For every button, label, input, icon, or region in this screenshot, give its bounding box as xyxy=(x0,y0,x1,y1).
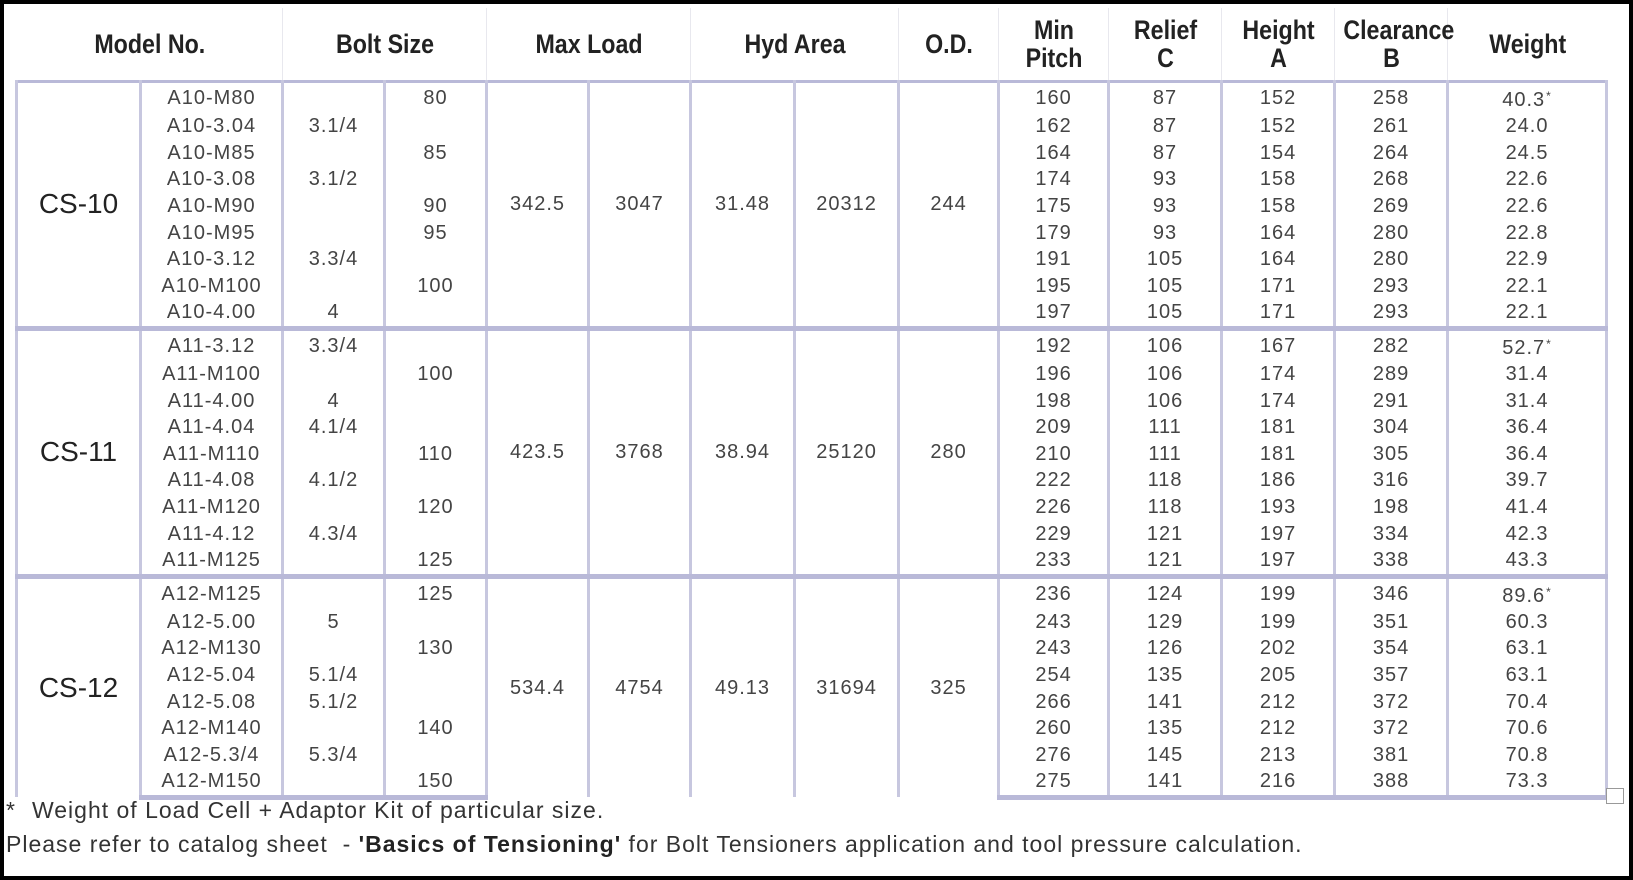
min-pitch: 210 xyxy=(999,441,1109,468)
clearance-b: 198 xyxy=(1335,494,1448,521)
weight xyxy=(1448,715,1607,742)
header-weight xyxy=(1459,8,1596,82)
weight-value: 73.3 xyxy=(1505,770,1549,793)
reference-catalog-title: 'Basics of Tensioning' xyxy=(358,831,622,857)
weight xyxy=(1448,414,1607,441)
hyd-area-b: 20312 xyxy=(795,82,899,329)
clearance-b: 282 xyxy=(1335,328,1448,361)
weight xyxy=(1448,140,1607,167)
reference-text-after: for Bolt Tensioners application and tool pressure calculation. xyxy=(621,831,1303,857)
header-hydarea-line: Hyd Area xyxy=(743,29,846,59)
relief-c: 93 xyxy=(1109,193,1222,220)
bolt-size-inch xyxy=(283,82,385,114)
height-a: 181 xyxy=(1222,441,1335,468)
weight xyxy=(1448,299,1607,328)
bolt-size-inch: 5 xyxy=(283,609,385,636)
weight-value: 70.6 xyxy=(1505,717,1549,740)
weight-value: 89.6 xyxy=(1502,584,1546,607)
weight xyxy=(1448,219,1607,246)
weight-value: 40.3 xyxy=(1502,89,1546,111)
clearance-b: 372 xyxy=(1335,715,1448,742)
model-number: A10-M100 xyxy=(141,273,283,300)
height-a: 181 xyxy=(1222,414,1335,441)
header-bolt xyxy=(297,8,472,82)
relief-c: 135 xyxy=(1109,662,1222,689)
clearance-b: 293 xyxy=(1335,273,1448,300)
bolt-size-inch: 3.1/4 xyxy=(283,113,385,140)
weight xyxy=(1448,441,1607,468)
model-number: A11-4.08 xyxy=(141,467,283,494)
height-a: 158 xyxy=(1222,193,1335,220)
weight xyxy=(1448,273,1607,300)
header-height xyxy=(1229,8,1326,82)
weight xyxy=(1448,467,1607,494)
document-frame xyxy=(4,4,1629,876)
bolt-size-mm xyxy=(385,414,487,441)
clearance-b: 316 xyxy=(1335,467,1448,494)
height-a: 216 xyxy=(1222,768,1335,797)
height-a: 174 xyxy=(1222,387,1335,414)
bolt-size-inch: 3.3/4 xyxy=(283,246,385,273)
model-number: A11-4.12 xyxy=(141,520,283,547)
series-label: CS-10 xyxy=(17,82,141,329)
model-number: A12-5.08 xyxy=(141,688,283,715)
clearance-b: 280 xyxy=(1335,246,1448,273)
bolt-size-mm: 100 xyxy=(385,273,487,300)
weight-star-marker: * xyxy=(1546,584,1552,599)
weight xyxy=(1448,576,1607,609)
bolt-size-mm: 130 xyxy=(385,635,487,662)
clearance-b: 280 xyxy=(1335,219,1448,246)
min-pitch: 196 xyxy=(999,361,1109,388)
weight xyxy=(1448,547,1607,576)
bolt-size-inch xyxy=(283,273,385,300)
bolt-size-inch xyxy=(283,576,385,609)
relief-c: 93 xyxy=(1109,166,1222,193)
weight-value: 22.6 xyxy=(1505,195,1549,218)
model-number: A11-M100 xyxy=(141,361,283,388)
model-number: A10-M95 xyxy=(141,219,283,246)
bolt-size-inch xyxy=(283,635,385,662)
clearance-b: 261 xyxy=(1335,113,1448,140)
bolt-size-mm xyxy=(385,520,487,547)
clearance-b: 258 xyxy=(1335,82,1448,114)
relief-c: 121 xyxy=(1109,520,1222,547)
clearance-b: 372 xyxy=(1335,688,1448,715)
header-clearance-line: Clearance xyxy=(1342,15,1454,45)
relief-c: 121 xyxy=(1109,547,1222,576)
header-row xyxy=(17,8,1607,82)
relief-c: 129 xyxy=(1109,609,1222,636)
outer-diameter: 325 xyxy=(899,576,999,797)
weight xyxy=(1448,193,1607,220)
height-a: 205 xyxy=(1222,662,1335,689)
bolt-size-mm xyxy=(385,113,487,140)
model-number: A12-5.04 xyxy=(141,662,283,689)
relief-c: 124 xyxy=(1109,576,1222,609)
weight-value: 63.1 xyxy=(1505,637,1549,660)
clearance-b: 291 xyxy=(1335,387,1448,414)
hyd-area-b: 31694 xyxy=(795,576,899,797)
weight-value: 24.0 xyxy=(1505,115,1549,138)
bolt-tensioner-spec-table xyxy=(15,8,1608,800)
model-number: A11-M125 xyxy=(141,547,283,576)
height-a: 197 xyxy=(1222,520,1335,547)
weight-value: 41.4 xyxy=(1505,496,1549,519)
relief-c: 87 xyxy=(1109,140,1222,167)
footnote-text: Weight of Load Cell + Adaptor Kit of particular size. xyxy=(31,797,605,823)
bolt-size-inch xyxy=(283,494,385,521)
bolt-size-inch xyxy=(283,768,385,797)
bolt-size-inch: 5.1/4 xyxy=(283,662,385,689)
model-number: A12-M140 xyxy=(141,715,283,742)
relief-c: 87 xyxy=(1109,82,1222,114)
min-pitch: 195 xyxy=(999,273,1109,300)
bolt-size-mm: 100 xyxy=(385,361,487,388)
clearance-b: 289 xyxy=(1335,361,1448,388)
clearance-b: 334 xyxy=(1335,520,1448,547)
bolt-size-mm: 80 xyxy=(385,82,487,114)
clearance-b: 293 xyxy=(1335,299,1448,328)
model-number: A10-3.12 xyxy=(141,246,283,273)
weight xyxy=(1448,361,1607,388)
header-model xyxy=(35,8,264,82)
model-number: A12-5.3/4 xyxy=(141,741,283,768)
model-number: A10-M90 xyxy=(141,193,283,220)
min-pitch: 174 xyxy=(999,166,1109,193)
height-a: 199 xyxy=(1222,576,1335,609)
weight-value: 43.3 xyxy=(1505,549,1549,572)
bolt-size-mm: 140 xyxy=(385,715,487,742)
bolt-size-inch: 3.1/2 xyxy=(283,166,385,193)
header-od-line: O.D. xyxy=(924,29,973,59)
weight xyxy=(1448,113,1607,140)
model-number: A10-M80 xyxy=(141,82,283,114)
min-pitch: 226 xyxy=(999,494,1109,521)
max-load-a: 342.5 xyxy=(487,82,589,329)
weight-value: 22.9 xyxy=(1505,248,1549,271)
bolt-size-inch: 5.1/2 xyxy=(283,688,385,715)
relief-c: 106 xyxy=(1109,328,1222,361)
weight xyxy=(1448,387,1607,414)
min-pitch: 162 xyxy=(999,113,1109,140)
bolt-size-inch xyxy=(283,441,385,468)
header-relief-line: C xyxy=(1156,43,1174,73)
bolt-size-inch xyxy=(283,193,385,220)
bolt-size-mm xyxy=(385,688,487,715)
weight xyxy=(1448,662,1607,689)
header-clearance-line: B xyxy=(1382,43,1400,73)
max-load-b: 4754 xyxy=(589,576,691,797)
min-pitch: 164 xyxy=(999,140,1109,167)
weight-value: 63.1 xyxy=(1505,663,1549,686)
clearance-b: 346 xyxy=(1335,576,1448,609)
bolt-size-inch: 3.3/4 xyxy=(283,328,385,361)
weight-value: 36.4 xyxy=(1505,442,1549,465)
bolt-size-inch xyxy=(283,219,385,246)
bolt-size-mm: 85 xyxy=(385,140,487,167)
weight-value: 70.8 xyxy=(1505,743,1549,766)
header-maxload xyxy=(501,8,676,82)
height-a: 154 xyxy=(1222,140,1335,167)
relief-c: 141 xyxy=(1109,688,1222,715)
corner-checkbox-icon xyxy=(1606,788,1624,804)
model-number: A11-M120 xyxy=(141,494,283,521)
relief-c: 87 xyxy=(1109,113,1222,140)
height-a: 186 xyxy=(1222,467,1335,494)
min-pitch: 243 xyxy=(999,609,1109,636)
weight xyxy=(1448,166,1607,193)
model-number: A10-4.00 xyxy=(141,299,283,328)
model-number: A11-M110 xyxy=(141,441,283,468)
bolt-size-inch: 4.1/4 xyxy=(283,414,385,441)
header-height-line: Height xyxy=(1241,15,1315,45)
table-row xyxy=(17,328,1607,361)
bolt-size-mm: 125 xyxy=(385,576,487,609)
min-pitch: 260 xyxy=(999,715,1109,742)
model-number: A11-4.04 xyxy=(141,414,283,441)
min-pitch: 209 xyxy=(999,414,1109,441)
weight-value: 22.8 xyxy=(1505,221,1549,244)
bolt-size-mm xyxy=(385,609,487,636)
relief-c: 105 xyxy=(1109,273,1222,300)
bolt-size-mm xyxy=(385,166,487,193)
weight-value: 24.5 xyxy=(1505,141,1549,164)
table-body xyxy=(17,82,1607,798)
weight-value: 22.6 xyxy=(1505,168,1549,191)
height-a: 158 xyxy=(1222,166,1335,193)
model-number: A10-M85 xyxy=(141,140,283,167)
relief-c: 106 xyxy=(1109,361,1222,388)
max-load-a: 534.4 xyxy=(487,576,589,797)
header-hydarea xyxy=(705,8,884,82)
height-a: 164 xyxy=(1222,219,1335,246)
min-pitch: 160 xyxy=(999,82,1109,114)
min-pitch: 229 xyxy=(999,520,1109,547)
weight-value: 22.1 xyxy=(1505,274,1549,297)
header-od xyxy=(906,8,992,82)
model-number: A12-M130 xyxy=(141,635,283,662)
clearance-b: 338 xyxy=(1335,547,1448,576)
weight-value: 42.3 xyxy=(1505,522,1549,545)
hyd-area-b: 25120 xyxy=(795,328,899,576)
bolt-size-inch: 4.3/4 xyxy=(283,520,385,547)
relief-c: 135 xyxy=(1109,715,1222,742)
relief-c: 118 xyxy=(1109,467,1222,494)
relief-c: 126 xyxy=(1109,635,1222,662)
relief-c: 141 xyxy=(1109,768,1222,797)
min-pitch: 266 xyxy=(999,688,1109,715)
bolt-size-mm xyxy=(385,662,487,689)
header-bolt-line: Bolt Size xyxy=(335,29,434,59)
footnote-star: * xyxy=(6,797,16,823)
min-pitch: 197 xyxy=(999,299,1109,328)
height-a: 212 xyxy=(1222,715,1335,742)
height-a: 197 xyxy=(1222,547,1335,576)
bolt-size-mm: 125 xyxy=(385,547,487,576)
hyd-area-a: 49.13 xyxy=(691,576,795,797)
model-number: A11-4.00 xyxy=(141,387,283,414)
min-pitch: 222 xyxy=(999,467,1109,494)
clearance-b: 305 xyxy=(1335,441,1448,468)
clearance-b: 357 xyxy=(1335,662,1448,689)
relief-c: 111 xyxy=(1109,441,1222,468)
header-height-line: A xyxy=(1269,43,1287,73)
bolt-size-inch xyxy=(283,547,385,576)
weight-star-marker: * xyxy=(1546,89,1552,103)
height-a: 164 xyxy=(1222,246,1335,273)
height-a: 213 xyxy=(1222,741,1335,768)
weight-value: 31.4 xyxy=(1505,363,1549,386)
header-weight-line: Weight xyxy=(1488,29,1566,59)
header-minpitch-line: Min xyxy=(1033,15,1074,45)
bolt-size-mm xyxy=(385,467,487,494)
bolt-size-mm: 120 xyxy=(385,494,487,521)
height-a: 174 xyxy=(1222,361,1335,388)
bolt-size-inch: 4 xyxy=(283,387,385,414)
min-pitch: 236 xyxy=(999,576,1109,609)
min-pitch: 243 xyxy=(999,635,1109,662)
model-number: A12-M125 xyxy=(141,576,283,609)
relief-c: 93 xyxy=(1109,219,1222,246)
clearance-b: 268 xyxy=(1335,166,1448,193)
weight-value: 31.4 xyxy=(1505,389,1549,412)
weight xyxy=(1448,246,1607,273)
clearance-b: 264 xyxy=(1335,140,1448,167)
reference-text-before: Please refer to catalog sheet - xyxy=(6,831,359,857)
height-a: 212 xyxy=(1222,688,1335,715)
bolt-size-mm xyxy=(385,328,487,361)
height-a: 171 xyxy=(1222,299,1335,328)
weight xyxy=(1448,768,1607,797)
header-maxload-line: Max Load xyxy=(534,29,643,59)
clearance-b: 354 xyxy=(1335,635,1448,662)
bolt-size-mm xyxy=(385,246,487,273)
bolt-size-inch: 4.1/2 xyxy=(283,467,385,494)
model-number: A12-5.00 xyxy=(141,609,283,636)
model-number: A10-3.04 xyxy=(141,113,283,140)
model-number: A11-3.12 xyxy=(141,328,283,361)
model-number: A12-M150 xyxy=(141,768,283,797)
clearance-b: 269 xyxy=(1335,193,1448,220)
relief-c: 118 xyxy=(1109,494,1222,521)
weight xyxy=(1448,609,1607,636)
weight xyxy=(1448,688,1607,715)
bolt-size-mm: 110 xyxy=(385,441,487,468)
weight-value: 39.7 xyxy=(1505,469,1549,492)
relief-c: 106 xyxy=(1109,387,1222,414)
series-label: CS-11 xyxy=(17,328,141,576)
relief-c: 105 xyxy=(1109,246,1222,273)
weight xyxy=(1448,635,1607,662)
height-a: 152 xyxy=(1222,82,1335,114)
bolt-size-mm xyxy=(385,387,487,414)
table-row xyxy=(17,82,1607,114)
weight xyxy=(1448,328,1607,361)
bolt-size-inch xyxy=(283,361,385,388)
weight xyxy=(1448,520,1607,547)
weight xyxy=(1448,741,1607,768)
weight xyxy=(1448,494,1607,521)
bolt-size-inch: 5.3/4 xyxy=(283,741,385,768)
min-pitch: 175 xyxy=(999,193,1109,220)
header-relief xyxy=(1116,8,1213,82)
clearance-b: 304 xyxy=(1335,414,1448,441)
bolt-size-mm: 150 xyxy=(385,768,487,797)
header-clearance xyxy=(1342,8,1454,82)
header-minpitch-line: Pitch xyxy=(1025,43,1082,73)
weight-value: 22.1 xyxy=(1505,301,1549,324)
height-a: 193 xyxy=(1222,494,1335,521)
relief-c: 145 xyxy=(1109,741,1222,768)
outer-diameter: 244 xyxy=(899,82,999,329)
weight xyxy=(1448,82,1607,114)
weight-footnote xyxy=(6,797,604,824)
bolt-size-mm xyxy=(385,299,487,328)
table-row xyxy=(17,576,1607,609)
relief-c: 105 xyxy=(1109,299,1222,328)
weight-value: 70.4 xyxy=(1505,690,1549,713)
min-pitch: 192 xyxy=(999,328,1109,361)
header-minpitch xyxy=(1006,8,1101,82)
height-a: 199 xyxy=(1222,609,1335,636)
min-pitch: 275 xyxy=(999,768,1109,797)
max-load-b: 3768 xyxy=(589,328,691,576)
min-pitch: 254 xyxy=(999,662,1109,689)
hyd-area-a: 31.48 xyxy=(691,82,795,329)
clearance-b: 388 xyxy=(1335,768,1448,797)
max-load-a: 423.5 xyxy=(487,328,589,576)
bolt-size-mm: 95 xyxy=(385,219,487,246)
height-a: 202 xyxy=(1222,635,1335,662)
min-pitch: 191 xyxy=(999,246,1109,273)
weight-star-marker: * xyxy=(1546,336,1552,351)
clearance-b: 351 xyxy=(1335,609,1448,636)
spec-sheet xyxy=(4,4,1629,876)
min-pitch: 276 xyxy=(999,741,1109,768)
clearance-b: 381 xyxy=(1335,741,1448,768)
min-pitch: 198 xyxy=(999,387,1109,414)
weight-value: 36.4 xyxy=(1505,416,1549,439)
min-pitch: 233 xyxy=(999,547,1109,576)
bolt-size-mm: 90 xyxy=(385,193,487,220)
relief-c: 111 xyxy=(1109,414,1222,441)
bolt-size-mm xyxy=(385,741,487,768)
min-pitch: 179 xyxy=(999,219,1109,246)
max-load-b: 3047 xyxy=(589,82,691,329)
height-a: 152 xyxy=(1222,113,1335,140)
outer-diameter: 280 xyxy=(899,328,999,576)
reference-note xyxy=(6,831,1303,858)
header-model-line: Model No. xyxy=(93,29,205,59)
height-a: 171 xyxy=(1222,273,1335,300)
hyd-area-a: 38.94 xyxy=(691,328,795,576)
model-number: A10-3.08 xyxy=(141,166,283,193)
header-relief-line: Relief xyxy=(1133,15,1197,45)
bolt-size-inch xyxy=(283,715,385,742)
weight-value: 60.3 xyxy=(1505,610,1549,633)
series-label: CS-12 xyxy=(17,576,141,797)
bolt-size-inch xyxy=(283,140,385,167)
bolt-size-inch: 4 xyxy=(283,299,385,328)
weight-value: 52.7 xyxy=(1502,336,1546,359)
height-a: 167 xyxy=(1222,328,1335,361)
